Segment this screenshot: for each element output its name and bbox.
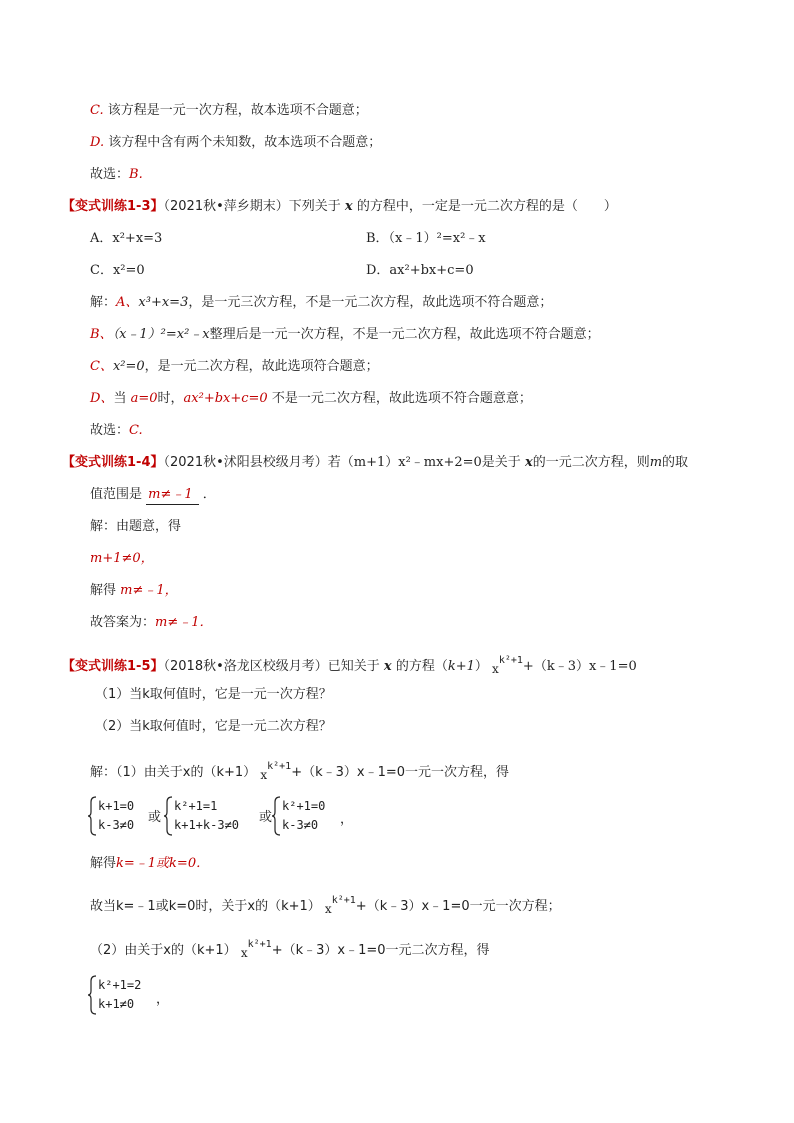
solution-label: 解得 <box>90 856 117 871</box>
exercise-1-3-stem <box>62 198 617 216</box>
exercise-tag: 【变式训练1-4】 <box>62 455 164 470</box>
system-row: k²+1=1 <box>174 799 218 813</box>
stem-text: ． <box>202 487 216 502</box>
solution-c <box>90 358 379 376</box>
power-base: x <box>260 768 268 782</box>
option-a: A．x²+x=3 <box>90 231 163 246</box>
equation: ax²+bx+c=0 <box>183 391 268 406</box>
equation: x³+x=3 <box>138 295 189 310</box>
brace-icon <box>272 796 281 836</box>
exercise-1-4-stem-line2 <box>90 486 216 505</box>
solution-1-intro <box>90 758 509 784</box>
exercise-source: （2018秋•洛龙区校级月考） <box>163 659 328 674</box>
exercise-1-5-stem <box>62 652 637 678</box>
power-exponent: k²+1 <box>267 761 292 772</box>
solution-line: 解：由题意，得 <box>90 519 182 534</box>
option-letter: C、 <box>90 359 113 374</box>
power-base: x <box>240 946 248 960</box>
punctuation: ， <box>340 812 354 827</box>
solution-d <box>90 390 532 408</box>
option-letter: D、 <box>90 391 114 406</box>
stem-text: 的方程（ <box>395 659 448 674</box>
option-c-explanation <box>90 102 368 120</box>
answer-label: 故答案为： <box>90 615 156 630</box>
system-row: k²+1=2 <box>98 978 142 992</box>
solution-a <box>90 294 552 312</box>
question-2: （2）当k取何值时，它是一元二次方程？ <box>95 719 332 734</box>
solution-text: 故当k=﹣1或k=0时，关于x的（k+1） <box>90 899 321 914</box>
exercise-1-4-stem <box>62 454 688 472</box>
answer-value: m≠﹣1． <box>155 615 213 630</box>
exercise-source: （2021秋•萍乡期末） <box>163 199 289 214</box>
solution-text: +（k﹣3）x﹣1=0一元一次方程，得 <box>291 765 510 780</box>
equation: x²=0 <box>112 359 145 374</box>
option-letter: C. <box>90 103 104 118</box>
stem-text: 若（m+1）x²﹣mx+2=0是关于 <box>327 455 521 470</box>
solution-text: （2）由关于x的（k+1） <box>90 943 237 958</box>
system-row: k²+1=0 <box>282 799 326 813</box>
option-c: C．x²=0 <box>90 263 145 278</box>
question-1: （1）当k取何值时，它是一元一次方程？ <box>95 687 332 702</box>
punctuation: ， <box>156 992 170 1007</box>
solution-label: 解得 <box>90 583 117 598</box>
answer-line <box>90 614 213 632</box>
stem-variable: m <box>649 455 663 470</box>
answer-value: B. <box>129 167 143 182</box>
system-row: k+1=0 <box>98 799 135 813</box>
equation-system-4 <box>88 975 158 1015</box>
solution-text: +（k﹣3）x﹣1=0一元二次方程，得 <box>271 943 490 958</box>
brace-icon <box>164 796 173 836</box>
solution-1-result <box>90 855 209 873</box>
solution-1-conclusion <box>90 892 561 918</box>
solution-value: k=﹣1或k=0． <box>116 856 210 871</box>
exercise-tag: 【变式训练1-3】 <box>62 199 164 214</box>
equation: （x﹣1）²=x²﹣x <box>112 327 210 342</box>
or-word: 或 <box>259 810 273 825</box>
equation-system-2 <box>164 796 259 836</box>
power-base: x <box>324 902 332 916</box>
stem-text: 已知关于 <box>327 659 380 674</box>
solution-2-intro <box>90 936 490 962</box>
solution-b <box>90 326 600 344</box>
solution-equation: m+1≠0， <box>90 551 154 566</box>
option-letter: B、 <box>90 327 113 342</box>
brace-icon <box>88 796 97 836</box>
system-row: k+1+k-3≠0 <box>174 818 240 832</box>
system-row: k-3≠0 <box>98 818 135 832</box>
system-row: k-3≠0 <box>282 818 319 832</box>
condition: a=0 <box>130 391 158 406</box>
answer-label: 故选： <box>90 167 130 182</box>
explanation-text: 当 <box>113 391 127 406</box>
answer-label: 故选： <box>90 423 130 438</box>
power-base: x <box>492 662 499 676</box>
option-b: B．（x﹣1）²=x²﹣x <box>366 231 486 246</box>
solution-text: +（k﹣3）x﹣1=0一元一次方程； <box>355 899 561 914</box>
stem-variable: x <box>344 199 353 214</box>
stem-text: 的方程中，一定是一元二次方程的是（ ） <box>356 199 617 214</box>
or-word: 或 <box>148 810 162 825</box>
stem-text: 下列关于 <box>288 199 341 214</box>
equation-system-1 <box>88 796 148 836</box>
explanation-text: 整理后是一元一次方程，不是一元二次方程，故此选项不符合题意； <box>209 327 600 342</box>
option-d-explanation <box>90 134 381 152</box>
brace-icon <box>88 975 97 1015</box>
stem-variable: x <box>524 455 533 470</box>
system-row: k+1≠0 <box>98 997 135 1011</box>
explanation-text: 该方程是一元一次方程，故本选项不合题意； <box>107 103 368 118</box>
exercise-tag: 【变式训练1-5】 <box>62 659 164 674</box>
power-exponent: k²+1 <box>247 939 272 950</box>
option-letter: A、 <box>116 295 139 310</box>
stem-expr: k+1 <box>447 659 475 674</box>
answer-value: C. <box>129 423 143 438</box>
solution-result <box>90 582 178 600</box>
option-d: D．ax²+bx+c=0 <box>366 263 474 278</box>
answer-line <box>90 422 143 440</box>
explanation-text: ，是一元三次方程，不是一元二次方程，故此选项不符合题意； <box>188 295 553 310</box>
stem-text: ） <box>474 659 488 674</box>
explanation-text: 该方程中含有两个未知数，故本选项不合题意； <box>108 135 382 150</box>
stem-variable: x <box>383 659 392 674</box>
answer-line <box>90 166 143 184</box>
solution-label: 解： <box>90 295 117 310</box>
solution-text: 解：（1）由关于x的（k+1） <box>90 765 257 780</box>
stem-text: 值范围是 <box>90 487 143 502</box>
solution-value: m≠﹣1， <box>120 583 178 598</box>
exercise-source: （2021秋•沭阳县校级月考） <box>163 455 328 470</box>
explanation-text: 时， <box>157 391 184 406</box>
stem-text: 的取 <box>662 455 689 470</box>
stem-text: 的一元二次方程，则 <box>532 455 650 470</box>
power-exponent: k²+1 <box>498 655 523 666</box>
answer-blank: m≠﹣1 <box>146 486 199 505</box>
stem-expr: +（k﹣3）x﹣1=0 <box>522 659 637 674</box>
equation-system-3 <box>272 796 342 836</box>
explanation-text: 不是一元二次方程，故此选项不符合题意意； <box>271 391 532 406</box>
option-letter: D. <box>90 135 105 150</box>
power-exponent: k²+1 <box>331 895 356 906</box>
explanation-text: ，是一元二次方程，故此选项符合题意； <box>144 359 379 374</box>
